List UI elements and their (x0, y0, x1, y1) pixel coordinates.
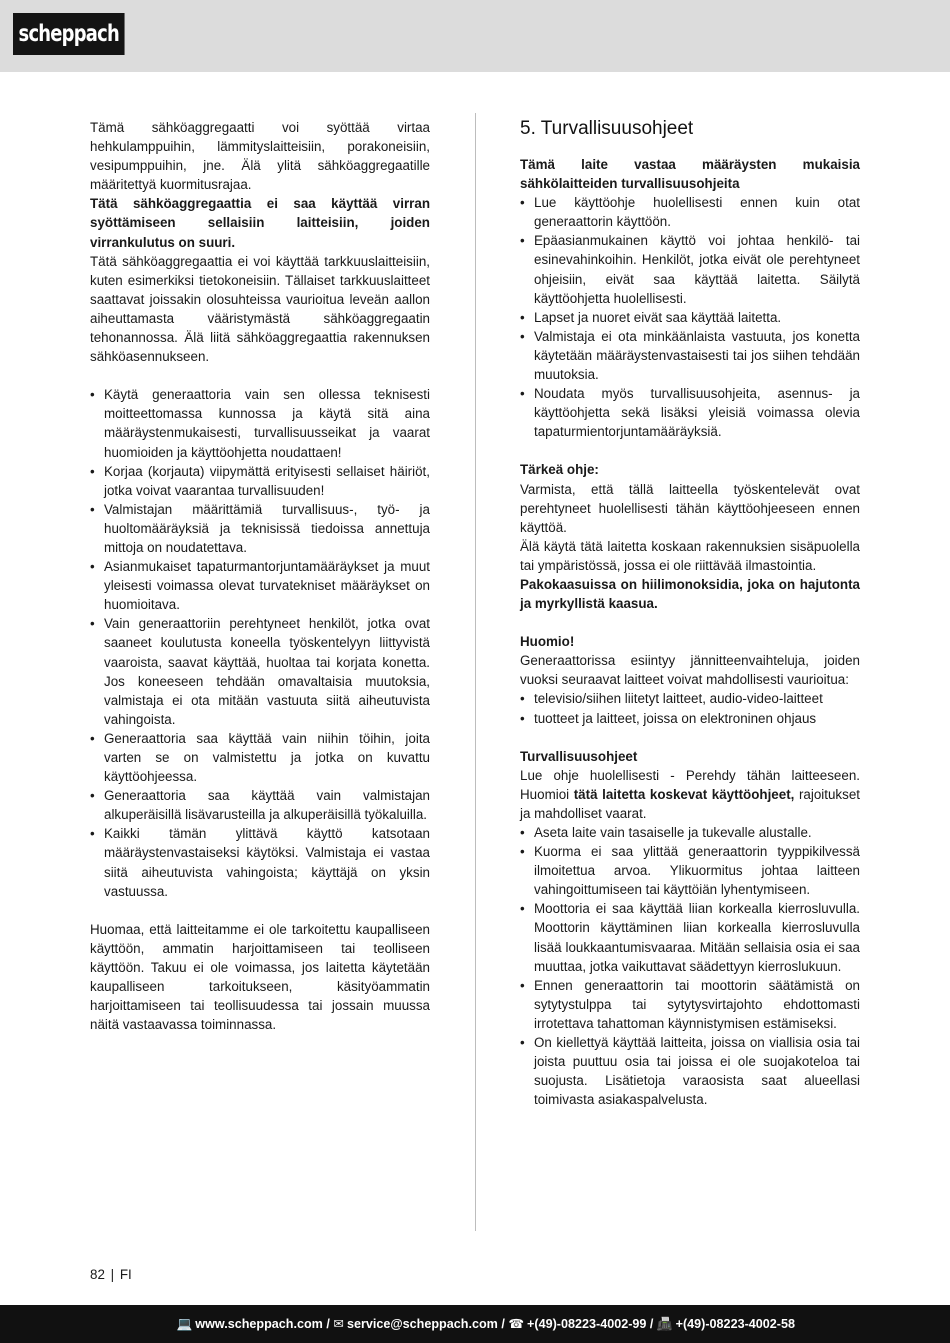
list-item: • Generaattoria saa käyttää vain niihin töihin, joita varten se on valmistettu ja jotka on kuvattu käyttöohjeessa. (90, 729, 430, 786)
email-icon: ✉ (333, 1317, 344, 1331)
page-language: FI (119, 1267, 132, 1282)
page-number (90, 1265, 132, 1284)
list-item: • tuotteet ja laitteet, joissa on elektroninen ohjaus (520, 709, 860, 728)
note-list (520, 689, 860, 727)
website-link[interactable]: www.scheppach.com (195, 1317, 323, 1331)
contact-line (177, 1315, 795, 1334)
list-item: • Vain generaattoriin perehtyneet henkilöt, jotka ovat saaneet koulutusta koneella työskentelyyn liittyvistä vaaroista, saavat käyttää, huoltaa tai korjata konetta. Jos koneeseen tehdään omavaltaisia muutoksia, valmistaja ei ota mitään vastuuta siitä aiheutuvista vahingoista. (90, 614, 430, 729)
fax-icon: 📠 (656, 1317, 673, 1331)
list-item: • Valmistajan määrittämiä turvallisuus-, työ- ja huoltomääräyksiä ja teknisissä tiedoissa annettuja mittoja on noudatettava. (90, 500, 430, 557)
list-item: • Käytä generaattoria vain sen ollessa teknisesti moitteettomassa kunnossa ja käytä sitä aina määräystenmukaisesti, turvallisuusseikat ja vaarat huomioiden ja käyttöohjetta noudattaen! (90, 385, 430, 461)
fax-number: +(49)-08223-4002-58 (675, 1317, 795, 1331)
list-item: • Lapset ja nuoret eivät saa käyttää laitetta. (520, 308, 860, 327)
page-header (0, 0, 950, 72)
list-item: • Moottoria ei saa käyttää liian korkealla kierrosluvulla. Moottorin käyttäminen liian korkealla kierrosluvulla lisää loukkaantumisvaaraa. Mitään sellaisia osia ei saa muuttaa, jotka vaikuttavat säädettyyn kierroslukuun. (520, 899, 860, 975)
list-item: • Generaattoria saa käyttää vain valmistajan alkuperäisillä lisävarusteilla ja alkuperäisillä työkaluilla. (90, 786, 430, 824)
list-item: • Lue käyttöohje huolellisesti ennen kuin otat generaattorin käyttöön. (520, 193, 860, 231)
column-divider (475, 113, 476, 1231)
list-item: • Korjaa (korjauta) viipymättä erityisesti sellaiset häiriöt, jotka voivat vaarantaa turvallisuuden! (90, 462, 430, 500)
safety-text-bold: tätä laitetta koskevat käyttöohjeet, (573, 786, 795, 802)
scheppach-logo: scheppach (13, 13, 125, 55)
important-paragraph: Älä käytä tätä laitetta koskaan rakennuksien sisäpuolella tai ympäristössä, jossa ei ole riittävää ilmastointia. (520, 538, 860, 573)
right-column (520, 118, 860, 1109)
email-link[interactable]: service@scheppach.com (346, 1317, 498, 1331)
separator: / (497, 1317, 509, 1331)
left-column (90, 118, 430, 1034)
list-item: • Ennen generaattorin tai moottorin säätämistä on sytytystulppa tai sytytysvirtajohto ehdottomasti irrotettava tahattoman käynnistymisen estämiseksi. (520, 976, 860, 1033)
section-title: 5. Turvallisuusohjeet (520, 118, 694, 139)
list-item: • On kiellettyä käyttää laitteita, joissa on viallisia osia tai joista puuttuu osia tai joissa ei ole suojakoteloa tai suojusta. Lisätietoja varaosista saat alueellasi toimivasta asiakaspalvelusta. (520, 1033, 860, 1109)
usage-rules-list (90, 385, 430, 901)
important-paragraph: Varmista, että tällä laitteella työskentelevät ovat perehtyneet huolellisesti tähän käyttöohjeeseen ennen käyttöä. (520, 481, 860, 535)
list-item: • Valmistaja ei ota minkäänlaista vastuuta, jos konetta käytetään määräystenvastaisesti tai jos siihen tehdään muutoksia. (520, 327, 860, 384)
note-heading: Huomio! (520, 634, 575, 650)
separator: / (322, 1317, 334, 1331)
list-item: • Noudata myös turvallisuusohjeita, asennus- ja käyttöohjetta sekä lisäksi yleisiä voimassa olevia tapaturmientorjuntamääräyksiä. (520, 384, 860, 441)
list-item: • Aseta laite vain tasaiselle ja tukevalle alustalle. (520, 823, 860, 842)
list-item: • televisio/siihen liitetyt laitteet, audio-video-laitteet (520, 689, 860, 708)
safety-text-end: rajoitukset ja mahdolliset vaarat. (520, 786, 860, 821)
important-heading: Tärkeä ohje: (520, 462, 599, 478)
intro-heading: Tämä laite vastaa määräysten mukaisia sähkölaitteiden turvallisuusohjeita (520, 157, 860, 192)
safety-paragraph (520, 766, 860, 823)
list-item: • Epäasianmukainen käyttö voi johtaa henkilö- tai esinevahinkoihin. Henkilöt, jotka eivät ole perehtyneet ohjeisiin, eivät saa käyttää laitetta. Säilytä käyttöohjetta huolellisesti. (520, 231, 860, 307)
intro-list (520, 193, 860, 441)
list-item: • Kaikki tämän ylittävä käyttö katsotaan määräystenvastaiseksi käytöksi. Valmistaja ei vastaa siitä aiheutuvista vahingoista; käyttäjä on yksin vastuussa. (90, 824, 430, 900)
page-footer (0, 1305, 950, 1343)
page-number-value: 82 (90, 1267, 105, 1282)
safety-text-start: Lue ohje huolellisesti - Perehdy tähän laitteeseen. Huomioi (520, 767, 860, 802)
safety-heading: Turvallisuusohjeet (520, 748, 638, 764)
computer-icon: 💻 (176, 1317, 193, 1331)
safety-list (520, 823, 860, 1109)
paragraph-precision-devices: Tätä sähköaggregaattia ei voi käyttää tarkkuuslaitteisiin, kuten esimerkiksi tietokoneisiin. Tällaiset tarkkuuslaitteet saattavat joissakin olosuhteissa vaurioitua leveän aallon aiheuttamasta vääristymästä sähköaggregaatin tehonannossa. Älä liitä sähköaggregaattia rakennuksen sähköasennukseen. (90, 253, 430, 365)
phone-icon: ☎ (508, 1317, 525, 1331)
page-number-separator: | (110, 1267, 115, 1282)
carbon-monoxide-warning: Pakokaasuissa on hiilimonoksidia, joka on hajutonta ja myrkyllistä kaasua. (520, 576, 860, 612)
list-item: • Asianmukaiset tapaturmantorjuntamääräykset ja muut yleisesti voimassa olevat turvatekniset määräykset on huomioitava. (90, 557, 430, 614)
warning-high-consumption: Tätä sähköaggregaattia ei saa käyttää virran syöttämiseen sellaisiin laitteisiin, joiden virrankulutus on suuri. (90, 196, 430, 250)
note-paragraph: Generaattorissa esiintyy jännitteenvaihteluja, joiden vuoksi seuraavat laitteet voivat mahdollisesti vaurioitua: (520, 653, 860, 688)
list-item: • Kuorma ei saa ylittää generaattorin tyyppikilvessä ilmoitettua arvoa. Ylikuormitus johtaa laitteen vahingoittumiseen tai käyttöiän lyhentymiseen. (520, 842, 860, 899)
phone-number: +(49)-08223-4002-99 (527, 1317, 647, 1331)
paragraph-load-types: Tämä sähköaggregaatti voi syöttää virtaa hehkulamppuihin, lämmityslaitteisiin, porakoneisiin, vesipumppuihin, jne. Älä ylitä sähköaggregaatille määritettyä kuormitusrajaa. (90, 120, 430, 193)
separator: / (646, 1317, 657, 1331)
paragraph-commercial-use: Huomaa, että laitteitamme ei ole tarkoitettu kaupalliseen käyttöön, ammatin harjoittamiseen tai teolliseen käyttöön. Takuu ei ole voimassa, jos laitetta käytetään kaupalliseen tarkoitukseen, käsityöammatin harjoittamiseen tai teollisuudessa tai jossain muussa näitä vastaavassa toiminnassa. (90, 921, 430, 1033)
